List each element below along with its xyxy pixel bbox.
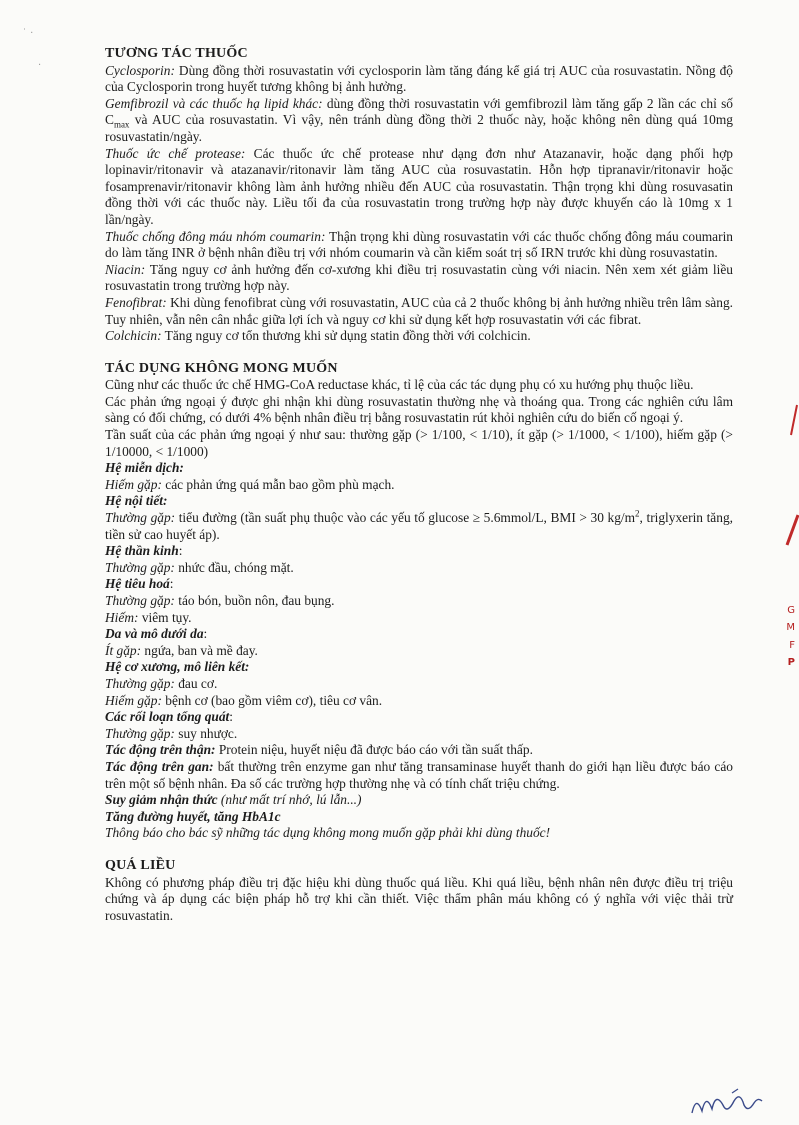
effect-text: suy nhược. bbox=[174, 725, 238, 741]
effect-label: Tác động trên thận: bbox=[105, 742, 216, 758]
effect-text: bệnh cơ (bao gồm viêm cơ), tiêu cơ vân. bbox=[161, 692, 383, 708]
colon: : bbox=[178, 543, 183, 559]
effect-text: đau cơ. bbox=[174, 675, 218, 691]
paragraph-coumarin bbox=[105, 229, 733, 262]
paragraph-adverse-clinical: Các phản ứng ngoại ý được ghi nhận khi dùng rosuvastatin thường nhẹ và thoáng qua. Trong các nghiên cứu lâm sàng có đối chứng, có dưới 4% bệnh nhân điều trị bằng rosuvastatin rút khỏi nghiên cứu do biến cố ngoại ý. bbox=[105, 393, 733, 426]
paragraph-protease bbox=[105, 146, 733, 229]
digestive-entry-rare bbox=[105, 610, 733, 627]
system-title-digestive bbox=[105, 576, 733, 593]
effect-text: nhức đầu, chóng mặt. bbox=[174, 559, 294, 575]
effect-text: viêm tụy. bbox=[138, 609, 192, 625]
section-title-interactions: TƯƠNG TÁC THUỐC bbox=[105, 46, 248, 61]
system-title-text: Hệ thần kinh bbox=[105, 543, 179, 559]
drug-label: Niacin: bbox=[105, 261, 146, 277]
section-gap bbox=[105, 842, 733, 858]
drug-text: Dùng đồng thời rosuvastatin với cyclosporin làm tăng đáng kể giá trị AUC của rosuvastatin. Nồng độ của Cyclosporin trong huyết tương không bị ảnh hưởng. bbox=[105, 62, 733, 95]
frequency-label: Hiếm gặp: bbox=[105, 476, 162, 492]
handwritten-initials bbox=[688, 1083, 768, 1123]
paragraph-gemfibrozil bbox=[105, 96, 733, 146]
digestive-entry-common bbox=[105, 593, 733, 610]
paragraph-adverse-frequency: Tần suất của các phản ứng ngoại ý như sau: thường gặp (> 1/100, < 1/10), ít gặp (> 1/1000, < 1/100), hiếm gặp (> 1/10000, < 1/1000) bbox=[105, 427, 733, 459]
drug-label: Colchicin: bbox=[105, 328, 162, 344]
superscript-2: 2 bbox=[635, 508, 640, 519]
drug-text: dùng đồng thời rosuvastatin với gemfibrozil làm tăng gấp 2 lần các chỉ số C bbox=[105, 95, 733, 128]
effect-text: , triglyxerin tăng, tiền sử cao huyết áp). bbox=[105, 510, 733, 542]
effect-text: ngứa, ban và mề đay. bbox=[141, 642, 258, 658]
drug-text: Thận trọng khi dùng rosuvastatin với các thuốc chống đông máu coumarin do làm tăng INR ở bệnh nhân điều trị với nhóm coumarin và cần kiểm soát trị số IRN trước khi dùng rosuvastatin. bbox=[105, 228, 733, 261]
section-title-overdose: QUÁ LIỀU bbox=[105, 857, 176, 873]
cognitive-entry bbox=[105, 792, 733, 809]
system-title-general bbox=[105, 709, 733, 726]
system-title-nervous bbox=[105, 543, 733, 560]
paragraph-cyclosporin bbox=[105, 63, 733, 96]
drug-text: Tăng nguy cơ tổn thương khi sử dụng statin đồng thời với colchicin. bbox=[161, 328, 531, 344]
system-title-immune: Hệ miễn dịch: bbox=[105, 460, 184, 476]
muscle-entry-common bbox=[105, 676, 733, 693]
colon: : bbox=[203, 626, 208, 642]
drug-label: Fenofibrat: bbox=[105, 294, 167, 310]
frequency-label: Hiếm: bbox=[105, 609, 139, 625]
paragraph-fenofibrat bbox=[105, 295, 733, 328]
system-title-text: Các rối loạn tổng quát bbox=[105, 709, 230, 725]
scan-speck: · bbox=[38, 60, 42, 71]
drug-label: Cyclosporin: bbox=[105, 62, 175, 78]
frequency-label: Thường gặp: bbox=[105, 725, 175, 741]
effect-text: táo bón, buồn nôn, đau bụng. bbox=[174, 593, 335, 608]
nervous-entry bbox=[105, 560, 733, 577]
subscript-max: max bbox=[113, 120, 130, 131]
drug-text: Tăng nguy cơ ảnh hưởng đến cơ-xương khi điều trị rosuvastatin cùng với niacin. Nên xem xét giảm liều rosuvastatin trong trường hợp này. bbox=[105, 261, 733, 294]
document-page bbox=[105, 46, 733, 924]
edge-letter: M bbox=[786, 622, 795, 633]
section-gap bbox=[105, 345, 733, 361]
effect-text: các phản ứng quá mẫn bao gồm phù mạch. bbox=[161, 476, 395, 492]
drug-label: Thuốc ức chế protease: bbox=[105, 145, 246, 161]
doctor-notice: Thông báo cho bác sỹ những tác dụng không mong muốn gặp phải khi dùng thuốc! bbox=[105, 825, 551, 841]
section-title-adverse: TÁC DỤNG KHÔNG MONG MUỐN bbox=[105, 360, 338, 376]
drug-label: Gemfibrozil và các thuốc hạ lipid khác: bbox=[105, 95, 323, 111]
edge-letter: G bbox=[787, 605, 795, 616]
effect-text: (như mất trí nhớ, lú lẫn...) bbox=[217, 792, 362, 808]
system-title-muscle: Hệ cơ xương, mô liên kết: bbox=[105, 659, 250, 675]
drug-text: Các thuốc ức chế protease như dạng đơn như Atazanavir, hoặc dạng phối hợp lopinavir/ritonavir và atazanavir/ritonavir làm tăng AUC của rosuvastatin. Hỗn hợp tipranavir/ritonavir hoặc fosamprenavir/ritonavir không làm ảnh hưởng nhiều đến AUC của rosuvastatin. Thận trọng khi dùng rosuvasatin đồng thời với các thuốc này. Liều tối đa của rosuvastatin trong trường hợp này được khuyến cáo là 10mg x 1 lần/ngày. bbox=[105, 145, 733, 227]
system-title-text: Da và mô dưới da bbox=[105, 626, 204, 642]
frequency-label: Thường gặp: bbox=[105, 510, 176, 526]
drug-text: và AUC của rosuvastatin. Vì vậy, nên tránh dùng đồng thời 2 thuốc này, hoặc không nên dùng quá 10mg rosuvastatin/ngày. bbox=[105, 112, 733, 144]
effect-text: bất thường trên enzyme gan như tăng transaminase huyết thanh do giới hạn liều được báo cáo trên một số bệnh nhân. Đa số các trường hợp thường nhẹ và có tính chất triệu chứng. bbox=[105, 758, 733, 791]
system-title-skin bbox=[105, 626, 733, 643]
system-title-text: Hệ tiêu hoá bbox=[105, 576, 170, 592]
liver-entry bbox=[105, 759, 733, 792]
edge-letter: F bbox=[789, 640, 795, 651]
kidney-entry bbox=[105, 742, 733, 759]
frequency-label: Thường gặp: bbox=[105, 593, 175, 608]
paragraph-colchicin bbox=[105, 328, 733, 345]
endocrine-entry bbox=[105, 510, 733, 543]
general-entry bbox=[105, 726, 733, 743]
skin-entry bbox=[105, 643, 733, 660]
drug-label: Thuốc chống đông máu nhóm coumarin: bbox=[105, 228, 326, 244]
glucose-entry: Tăng đường huyết, tăng HbA1c bbox=[105, 808, 281, 824]
effect-label: Suy giảm nhận thức bbox=[105, 792, 218, 808]
frequency-label: Thường gặp: bbox=[105, 559, 175, 575]
frequency-label: Thường gặp: bbox=[105, 675, 175, 691]
effect-label: Tác động trên gan: bbox=[105, 758, 214, 774]
paragraph-adverse-intro: Cũng như các thuốc ức chế HMG-CoA reductase khác, tỉ lệ của các tác dụng phụ có xu hướng phụ thuộc liều. bbox=[105, 377, 694, 393]
colon: : bbox=[169, 576, 174, 592]
system-title-endocrine: Hệ nội tiết: bbox=[105, 493, 168, 509]
paragraph-niacin bbox=[105, 262, 733, 295]
paragraph-overdose: Không có phương pháp điều trị đặc hiệu khi dùng thuốc quá liều. Khi quá liều, bệnh nhân nên được điều trị triệu chứng và áp dụng các biện pháp hỗ trợ khi cần thiết. Việc thẩm phân máu không có ý nghĩa với việc thải trừ rosuvastatin. bbox=[105, 874, 733, 923]
immune-entry bbox=[105, 477, 733, 494]
frequency-label: Hiếm gặp: bbox=[105, 692, 162, 708]
muscle-entry-rare bbox=[105, 693, 733, 710]
effect-text: tiểu đường (tần suất phụ thuộc vào các yếu tố glucose ≥ 5.6mmol/L, BMI > 30 kg/m bbox=[175, 510, 636, 526]
effect-text: Protein niệu, huyết niệu đã được báo cáo với tần suất thấp. bbox=[215, 742, 533, 758]
colon: : bbox=[229, 709, 233, 725]
drug-text: Khi dùng fenofibrat cùng với rosuvastatin, AUC của cả 2 thuốc không bị ảnh hưởng nhiều trên lâm sàng. Tuy nhiên, vẫn nên cân nhắc giữa lợi ích và nguy cơ khi sử dụng kết hợp rosuvastatin với các fibrat. bbox=[105, 294, 733, 327]
edge-letter: P bbox=[787, 657, 795, 668]
frequency-label: Ít gặp: bbox=[105, 642, 142, 658]
scan-speck: ˙ · bbox=[22, 28, 34, 39]
